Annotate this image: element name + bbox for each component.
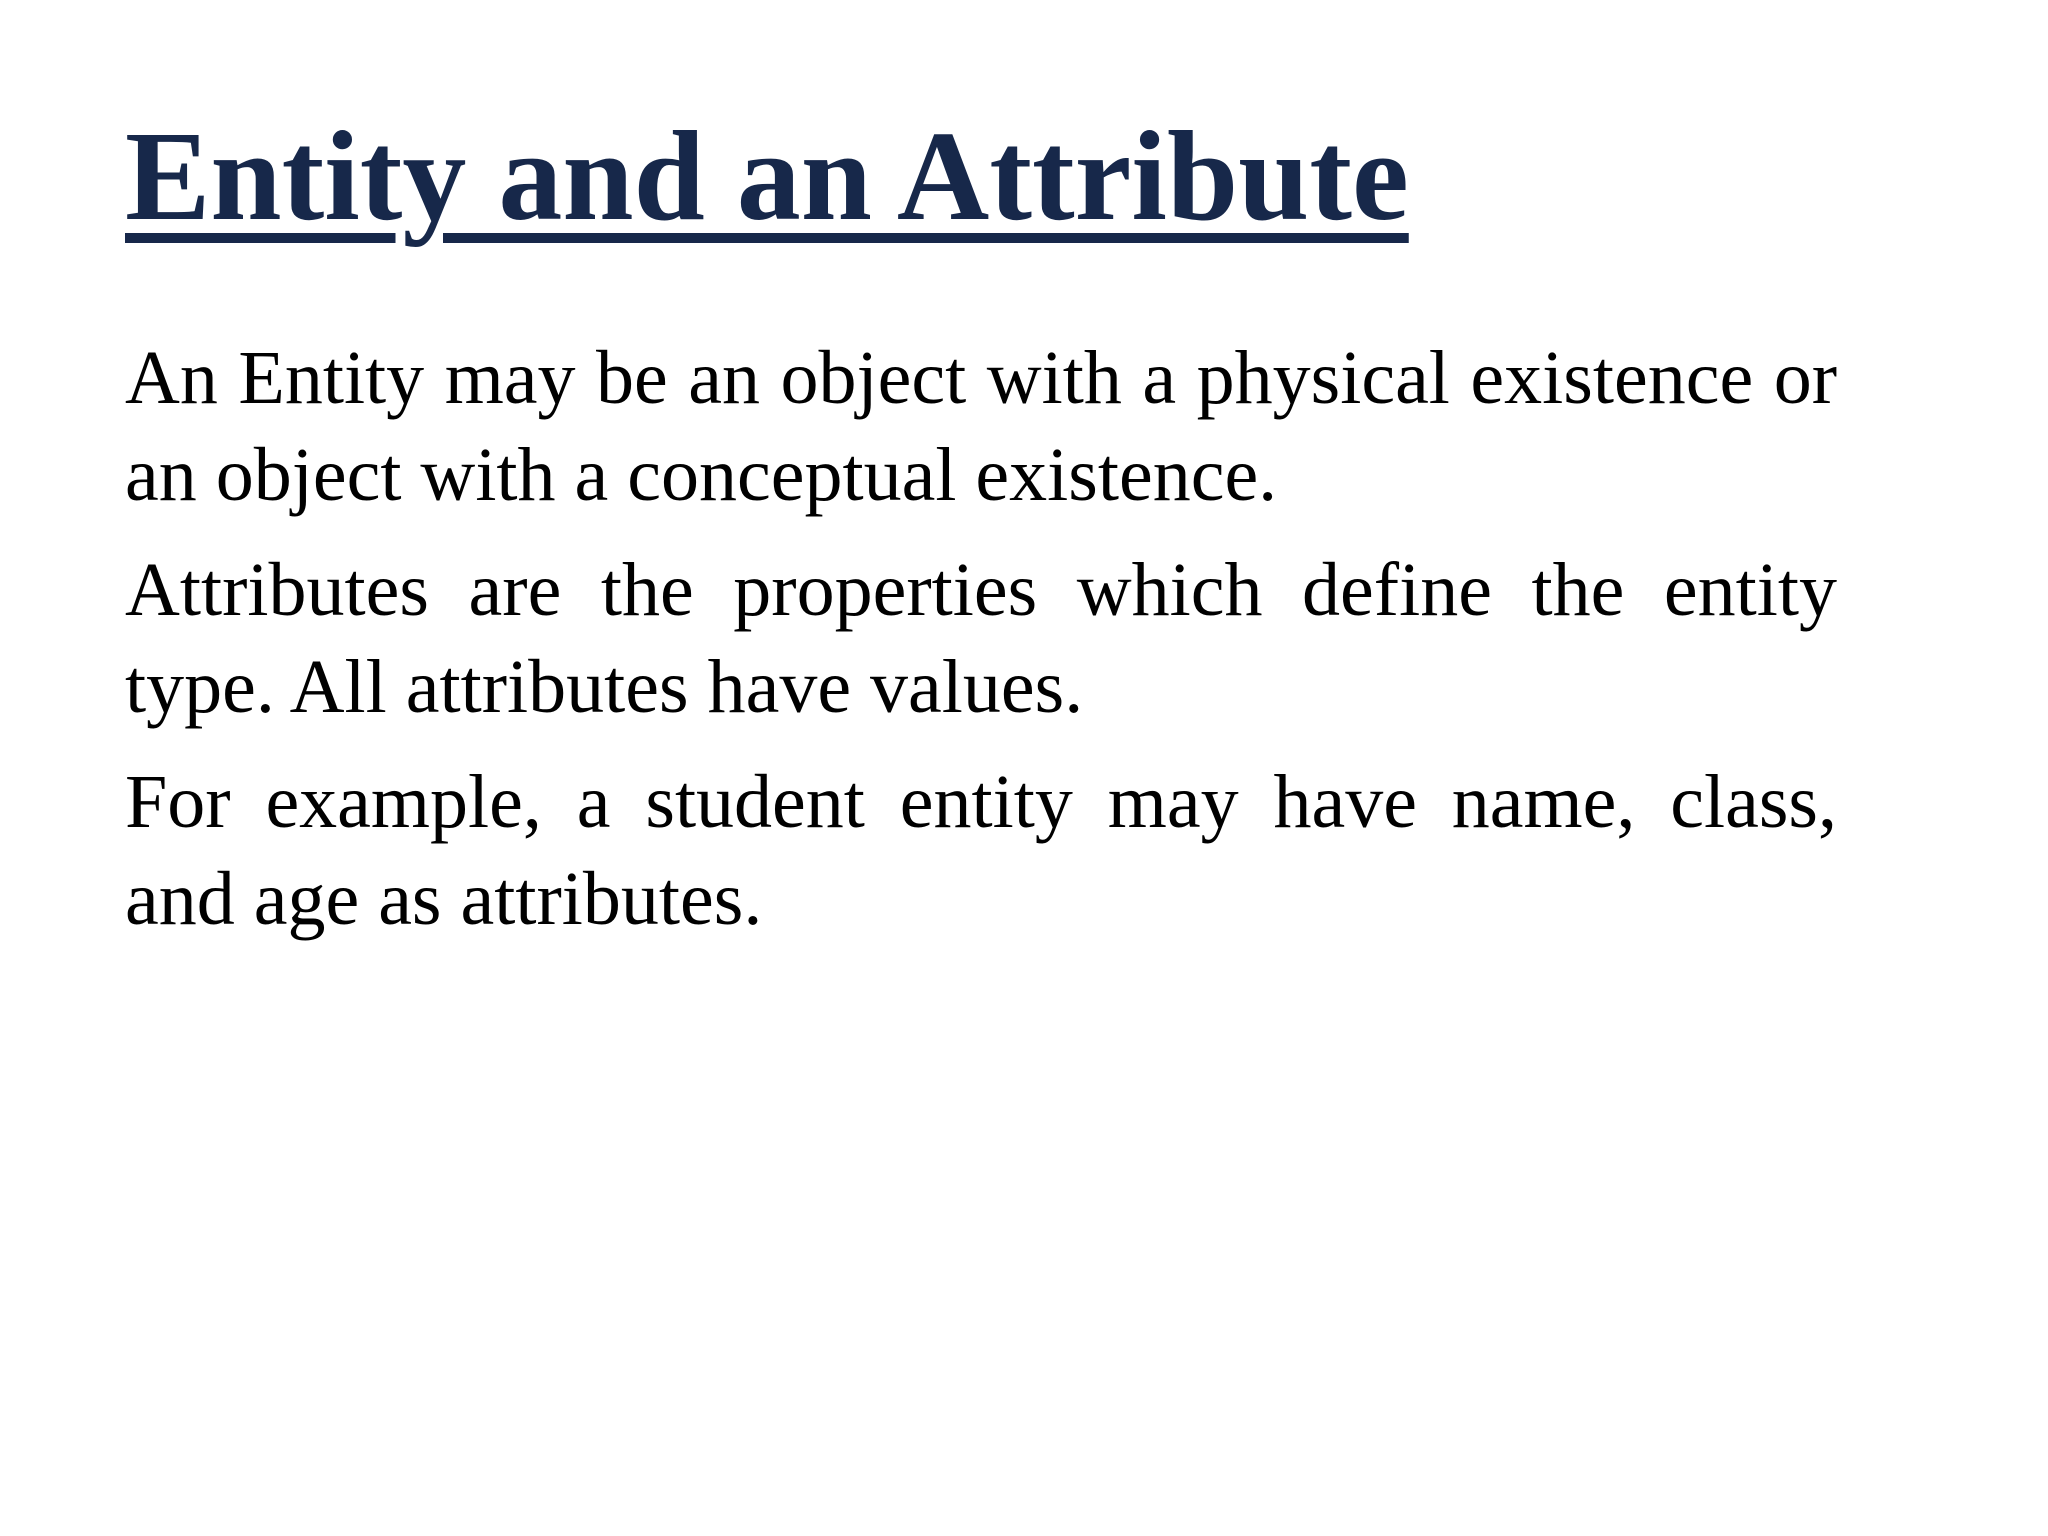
- slide-title: Entity and an Attribute: [125, 105, 1409, 247]
- body-paragraph-attribute-definition: Attributes are the properties which define the entity type. All attributes have values.: [125, 548, 1837, 729]
- body-paragraph-example: For example, a student entity may have name, class, and age as attributes.: [125, 760, 1837, 941]
- body-paragraph-entity-definition: An Entity may be an object with a physical existence or an object with a conceptual existence.: [125, 336, 1837, 517]
- slide-body: [125, 330, 1837, 966]
